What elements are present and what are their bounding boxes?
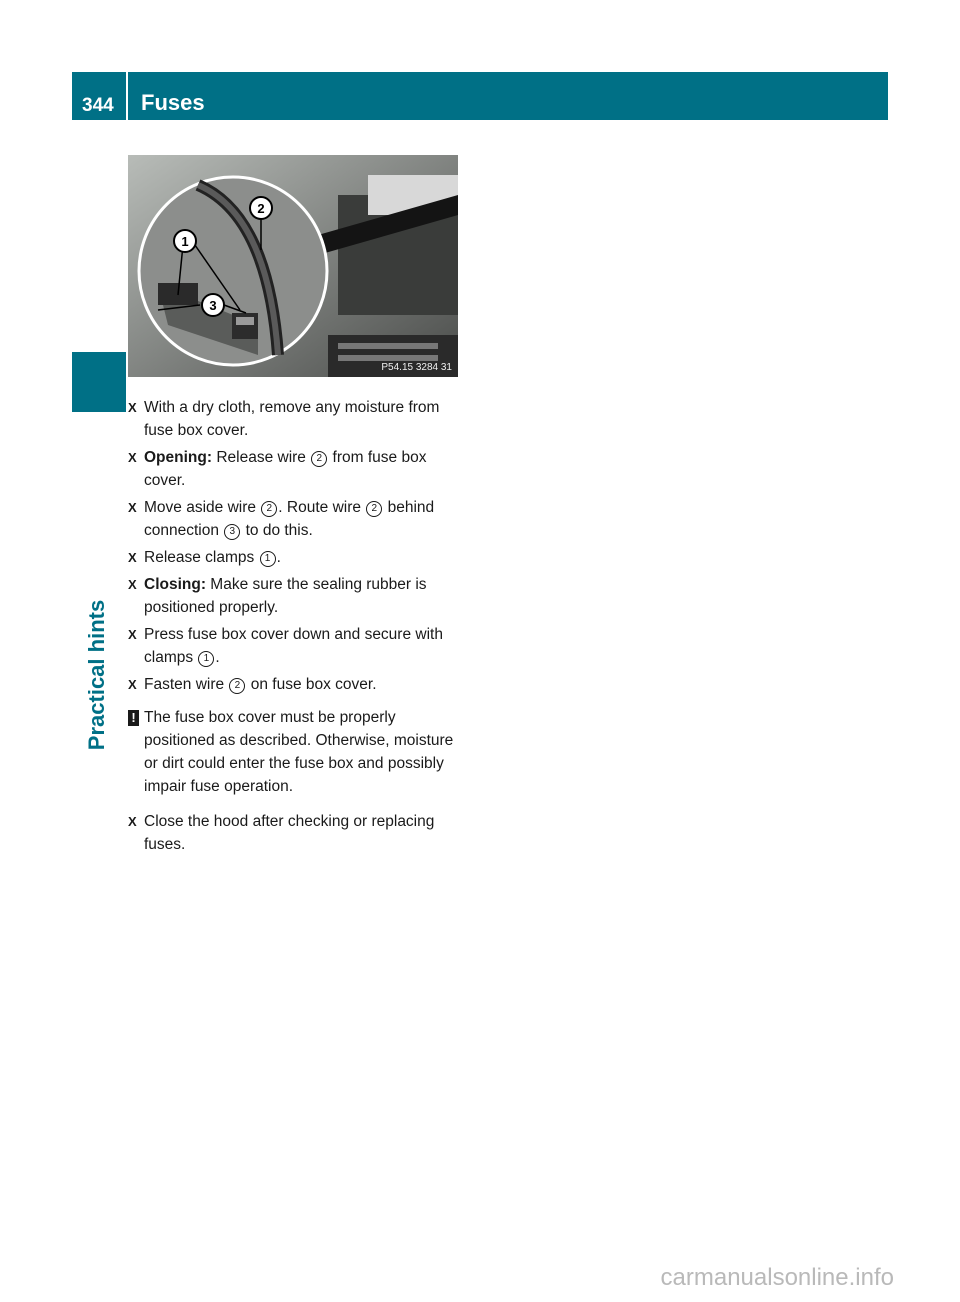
step bbox=[128, 673, 463, 696]
ref-number: 2 bbox=[311, 451, 327, 467]
ref-number: 1 bbox=[260, 551, 276, 567]
step-marker-icon: X bbox=[128, 627, 137, 642]
step-text: Close the hood after checking or replacing fuses. bbox=[144, 813, 435, 853]
caution-note bbox=[128, 706, 463, 798]
step-text: Press fuse box cover down and secure with clamps 1 . bbox=[144, 626, 443, 666]
ref-number: 1 bbox=[198, 651, 214, 667]
header-title-bar bbox=[128, 72, 888, 120]
figure-code: P54.15 3284 31 bbox=[381, 362, 452, 373]
sidebar-label bbox=[82, 590, 112, 760]
sidebar-block bbox=[72, 352, 126, 412]
ref-number: 2 bbox=[229, 678, 245, 694]
callout-3-label: 3 bbox=[209, 298, 217, 313]
step-marker-icon: X bbox=[128, 400, 137, 415]
step-text: With a dry cloth, remove any moisture from fuse box cover. bbox=[144, 399, 440, 439]
step-text: Closing: Make sure the sealing rubber is positioned properly. bbox=[144, 576, 427, 616]
step bbox=[128, 623, 463, 669]
step-marker-icon: X bbox=[128, 577, 137, 592]
step-text: Fasten wire 2 on fuse box cover. bbox=[144, 676, 377, 693]
step bbox=[128, 810, 463, 856]
sidebar-label-text: Practical hints bbox=[84, 599, 110, 751]
step-marker-icon: X bbox=[128, 814, 137, 829]
step-marker-icon: X bbox=[128, 450, 137, 465]
step-bold-label: Opening: bbox=[144, 449, 213, 466]
note-text: The fuse box cover must be properly positioned as described. Otherwise, moisture or dirt could enter the fuse box and possibly impair fuse operation. bbox=[144, 709, 454, 795]
watermark: carmanualsonline.info bbox=[660, 1264, 894, 1291]
step bbox=[128, 546, 463, 569]
ref-number: 2 bbox=[366, 501, 382, 517]
step-text: Release clamps 1 . bbox=[144, 549, 281, 566]
section-title: Fuses bbox=[141, 90, 205, 115]
step-text: Opening: Release wire 2 from fuse box cover. bbox=[144, 449, 427, 489]
engine-bay-figure bbox=[128, 155, 458, 377]
callout-1-label: 1 bbox=[181, 234, 189, 249]
step bbox=[128, 396, 463, 442]
step-text: Move aside wire 2 . Route wire 2 behind connection 3 to do this. bbox=[144, 499, 435, 539]
step-marker-icon: X bbox=[128, 550, 137, 565]
step-marker-icon: X bbox=[128, 677, 137, 692]
step bbox=[128, 496, 463, 542]
ref-number: 2 bbox=[261, 501, 277, 517]
engine-bay-illustration bbox=[128, 155, 458, 377]
step bbox=[128, 573, 463, 619]
step-marker-icon: X bbox=[128, 500, 137, 515]
callout-2-label: 2 bbox=[257, 201, 265, 216]
instructions bbox=[128, 396, 463, 860]
page-number: 344 bbox=[82, 95, 114, 116]
warning-icon: ! bbox=[128, 710, 139, 726]
step-bold-label: Closing: bbox=[144, 576, 206, 593]
step bbox=[128, 446, 463, 492]
ref-number: 3 bbox=[224, 524, 240, 540]
